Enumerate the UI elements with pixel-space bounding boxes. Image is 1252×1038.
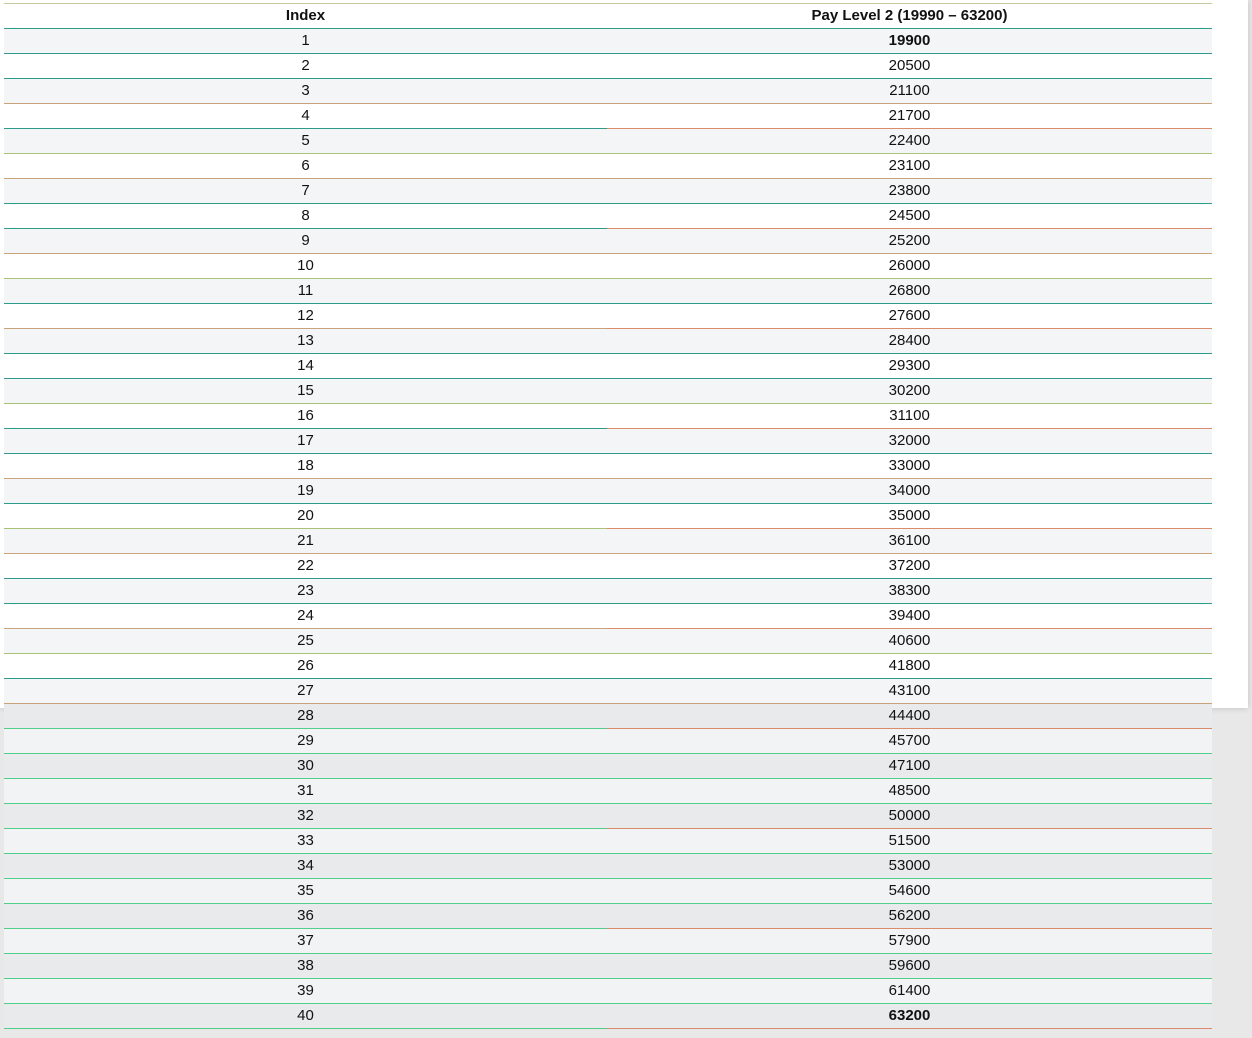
table-row xyxy=(4,404,1212,429)
index-cell: 18 xyxy=(4,454,607,479)
pay-cell: 28400 xyxy=(607,329,1212,354)
index-cell: 13 xyxy=(4,329,607,354)
pay-cell: 19900 xyxy=(607,29,1212,54)
index-cell: 9 xyxy=(4,229,607,254)
pay-cell: 22400 xyxy=(607,129,1212,154)
table-row xyxy=(4,804,1212,829)
table-row xyxy=(4,254,1212,279)
pay-cell: 29300 xyxy=(607,354,1212,379)
index-cell: 15 xyxy=(4,379,607,404)
index-cell: 6 xyxy=(4,154,607,179)
pay-cell: 33000 xyxy=(607,454,1212,479)
table-row xyxy=(4,454,1212,479)
index-cell: 36 xyxy=(4,904,607,929)
pay-cell: 41800 xyxy=(607,654,1212,679)
pay-cell: 20500 xyxy=(607,54,1212,79)
table-row xyxy=(4,604,1212,629)
index-cell: 24 xyxy=(4,604,607,629)
index-cell: 37 xyxy=(4,929,607,954)
pay-cell: 63200 xyxy=(607,1004,1212,1029)
pay-cell: 25200 xyxy=(607,229,1212,254)
index-cell: 16 xyxy=(4,404,607,429)
table-row xyxy=(4,529,1212,554)
index-cell: 1 xyxy=(4,29,607,54)
pay-cell: 26000 xyxy=(607,254,1212,279)
index-cell: 10 xyxy=(4,254,607,279)
pay-cell: 39400 xyxy=(607,604,1212,629)
pay-cell: 21700 xyxy=(607,104,1212,129)
table-row xyxy=(4,854,1212,879)
index-cell: 7 xyxy=(4,179,607,204)
pay-cell: 57900 xyxy=(607,929,1212,954)
pay-cell: 47100 xyxy=(607,754,1212,779)
table-row xyxy=(4,979,1212,1004)
index-cell: 4 xyxy=(4,104,607,129)
pay-cell: 36100 xyxy=(607,529,1212,554)
pay-cell: 21100 xyxy=(607,79,1212,104)
pay-cell: 27600 xyxy=(607,304,1212,329)
index-cell: 27 xyxy=(4,679,607,704)
table-row xyxy=(4,104,1212,129)
pay-cell: 44400 xyxy=(607,704,1212,729)
table-row xyxy=(4,29,1212,54)
pay-cell: 50000 xyxy=(607,804,1212,829)
index-cell: 17 xyxy=(4,429,607,454)
index-cell: 2 xyxy=(4,54,607,79)
index-cell: 11 xyxy=(4,279,607,304)
table-row xyxy=(4,354,1212,379)
pay-cell: 23800 xyxy=(607,179,1212,204)
table-header xyxy=(4,4,1212,29)
index-cell: 26 xyxy=(4,654,607,679)
index-cell: 19 xyxy=(4,479,607,504)
table-body xyxy=(4,29,1212,1029)
table-row xyxy=(4,704,1212,729)
table-row xyxy=(4,154,1212,179)
pay-cell: 53000 xyxy=(607,854,1212,879)
index-cell: 22 xyxy=(4,554,607,579)
table-row xyxy=(4,929,1212,954)
table-row xyxy=(4,629,1212,654)
pay-cell: 45700 xyxy=(607,729,1212,754)
index-cell: 33 xyxy=(4,829,607,854)
index-column-header: Index xyxy=(4,4,607,29)
pay-cell: 61400 xyxy=(607,979,1212,1004)
index-cell: 21 xyxy=(4,529,607,554)
pay-cell: 31100 xyxy=(607,404,1212,429)
table-row xyxy=(4,579,1212,604)
pay-cell: 43100 xyxy=(607,679,1212,704)
table-row xyxy=(4,379,1212,404)
index-cell: 28 xyxy=(4,704,607,729)
table-row xyxy=(4,54,1212,79)
pay-cell: 34000 xyxy=(607,479,1212,504)
pay-cell: 51500 xyxy=(607,829,1212,854)
pay-level-column-header: Pay Level 2 (19990 – 63200) xyxy=(607,4,1212,29)
table-row xyxy=(4,829,1212,854)
table-row xyxy=(4,129,1212,154)
pay-cell: 54600 xyxy=(607,879,1212,904)
table-row xyxy=(4,879,1212,904)
table-row xyxy=(4,904,1212,929)
table-row xyxy=(4,954,1212,979)
index-cell: 31 xyxy=(4,779,607,804)
index-cell: 23 xyxy=(4,579,607,604)
index-cell: 12 xyxy=(4,304,607,329)
index-cell: 29 xyxy=(4,729,607,754)
index-cell: 35 xyxy=(4,879,607,904)
index-cell: 25 xyxy=(4,629,607,654)
index-cell: 39 xyxy=(4,979,607,1004)
pay-cell: 30200 xyxy=(607,379,1212,404)
table-row xyxy=(4,504,1212,529)
table-row xyxy=(4,679,1212,704)
header-row xyxy=(4,4,1212,29)
pay-cell: 40600 xyxy=(607,629,1212,654)
pay-cell: 23100 xyxy=(607,154,1212,179)
pay-cell: 37200 xyxy=(607,554,1212,579)
table-row xyxy=(4,479,1212,504)
table-row xyxy=(4,754,1212,779)
pay-cell: 32000 xyxy=(607,429,1212,454)
table-row xyxy=(4,429,1212,454)
index-cell: 30 xyxy=(4,754,607,779)
index-cell: 14 xyxy=(4,354,607,379)
index-cell: 38 xyxy=(4,954,607,979)
pay-cell: 35000 xyxy=(607,504,1212,529)
index-cell: 20 xyxy=(4,504,607,529)
table-row xyxy=(4,329,1212,354)
table-row xyxy=(4,79,1212,104)
table-row xyxy=(4,229,1212,254)
index-cell: 40 xyxy=(4,1004,607,1029)
index-cell: 8 xyxy=(4,204,607,229)
index-cell: 32 xyxy=(4,804,607,829)
index-cell: 34 xyxy=(4,854,607,879)
index-cell: 3 xyxy=(4,79,607,104)
pay-level-table xyxy=(4,3,1212,1029)
table-row xyxy=(4,729,1212,754)
pay-cell: 56200 xyxy=(607,904,1212,929)
table-row xyxy=(4,654,1212,679)
table-row xyxy=(4,1004,1212,1029)
pay-cell: 48500 xyxy=(607,779,1212,804)
table-row xyxy=(4,779,1212,804)
pay-cell: 38300 xyxy=(607,579,1212,604)
table-row xyxy=(4,204,1212,229)
pay-cell: 24500 xyxy=(607,204,1212,229)
table-row xyxy=(4,304,1212,329)
pay-cell: 26800 xyxy=(607,279,1212,304)
pay-cell: 59600 xyxy=(607,954,1212,979)
pay-level-table-container xyxy=(4,3,1212,1029)
table-row xyxy=(4,279,1212,304)
table-row xyxy=(4,554,1212,579)
index-cell: 5 xyxy=(4,129,607,154)
table-row xyxy=(4,179,1212,204)
